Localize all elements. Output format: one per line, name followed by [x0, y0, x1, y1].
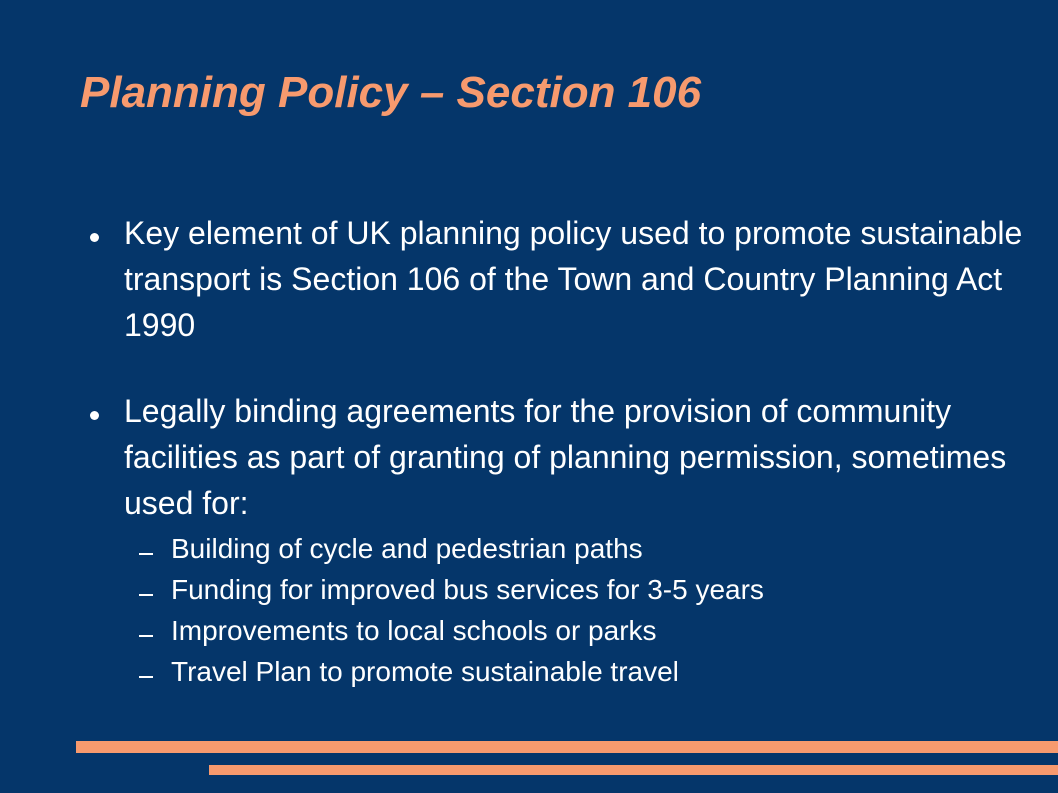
sub-bullet-text: Building of cycle and pedestrian paths: [171, 533, 643, 564]
sub-bullet-text: Travel Plan to promote sustainable travel: [171, 656, 679, 687]
sub-bullet-list: [124, 528, 1024, 692]
bullet-text: Key element of UK planning policy used to promote sustainable transport is Section 106 of the Town and Country Planning Act 1990: [124, 215, 1023, 343]
bullet-text: Legally binding agreements for the provision of community facilities as part of granting of planning permission, sometimes used for:: [124, 393, 1007, 521]
bullet-item: [84, 210, 1024, 348]
sub-bullet-text: Funding for improved bus services for 3-5 years: [171, 574, 764, 605]
bullet-list: [84, 210, 1024, 692]
sub-bullet-item: [124, 569, 1024, 610]
sub-bullet-text: Improvements to local schools or parks: [171, 615, 657, 646]
dash-icon: [139, 676, 153, 678]
sub-bullet-item: [124, 528, 1024, 569]
decorative-rule-lower: [209, 765, 1058, 775]
dash-icon: [139, 553, 153, 555]
sub-bullet-item: [124, 610, 1024, 651]
dash-icon: [139, 594, 153, 596]
bullet-item: [84, 388, 1024, 692]
decorative-rule-upper: [76, 741, 1058, 753]
bullet-dot-icon: [90, 233, 99, 242]
sub-bullet-item: [124, 651, 1024, 692]
dash-icon: [139, 635, 153, 637]
slide-title: Planning Policy – Section 106: [80, 68, 702, 117]
bullet-dot-icon: [90, 411, 99, 420]
